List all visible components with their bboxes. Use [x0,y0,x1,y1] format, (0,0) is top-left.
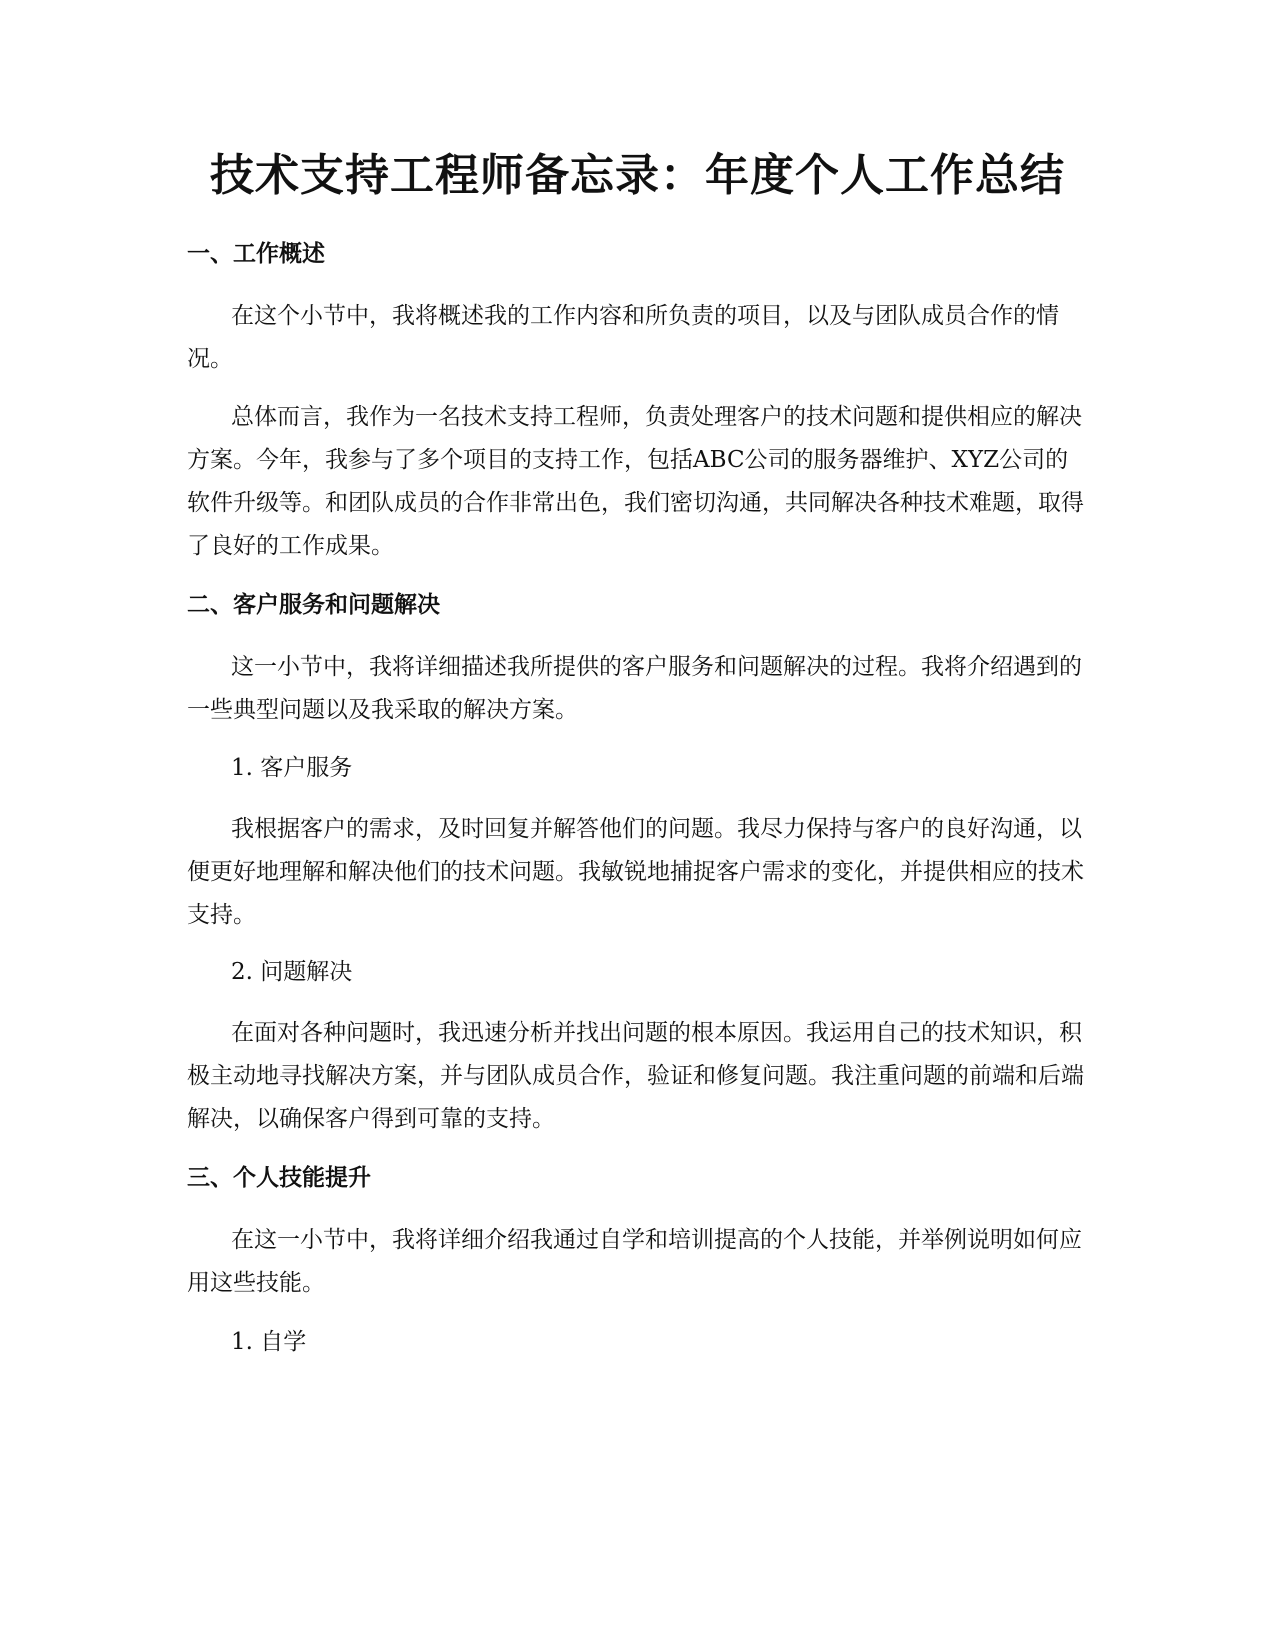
document-title: 技术支持工程师备忘录：年度个人工作总结 [210,150,1065,201]
overview-paragraph-2: 总体而言，我作为一名技术支持工程师，负责处理客户的技术问题和提供相应的解决方案。今年，我参与了多个项目的支持工作，包括ABC公司的服务器维护、XYZ公司的软件升级等。和团队成员的合作非常出色，我们密切沟通，共同解决各种技术难题，取得了良好的工作成果。 [187,404,1084,559]
item-label-problem-solving: 2. 问题解决 [231,959,353,985]
section-heading-customer-service: 二、客户服务和问题解决 [187,592,440,618]
customer-service-paragraph: 我根据客户的需求，及时回复并解答他们的问题。我尽力保持与客户的良好沟通，以便更好地理解和解决他们的技术问题。我敏锐地捕捉客户需求的变化，并提供相应的技术支持。 [187,816,1084,928]
item-label-self-study: 1. 自学 [231,1329,307,1355]
item-label-customer-service: 1. 客户服务 [231,755,353,781]
section-heading-skills: 三、个人技能提升 [187,1165,371,1191]
section-heading-overview: 一、工作概述 [187,241,325,267]
skills-intro: 在这一小节中，我将详细介绍我通过自学和培训提高的个人技能，并举例说明如何应用这些技能。 [187,1227,1082,1296]
problem-solving-paragraph: 在面对各种问题时，我迅速分析并找出问题的根本原因。我运用自己的技术知识，积极主动地寻找解决方案，并与团队成员合作，验证和修复问题。我注重问题的前端和后端解决，以确保客户得到可靠的支持。 [187,1020,1084,1132]
overview-paragraph-1: 在这个小节中，我将概述我的工作内容和所负责的项目，以及与团队成员合作的情况。 [187,303,1059,372]
customer-service-intro: 这一小节中，我将详细描述我所提供的客户服务和问题解决的过程。我将介绍遇到的一些典型问题以及我采取的解决方案。 [187,654,1082,723]
